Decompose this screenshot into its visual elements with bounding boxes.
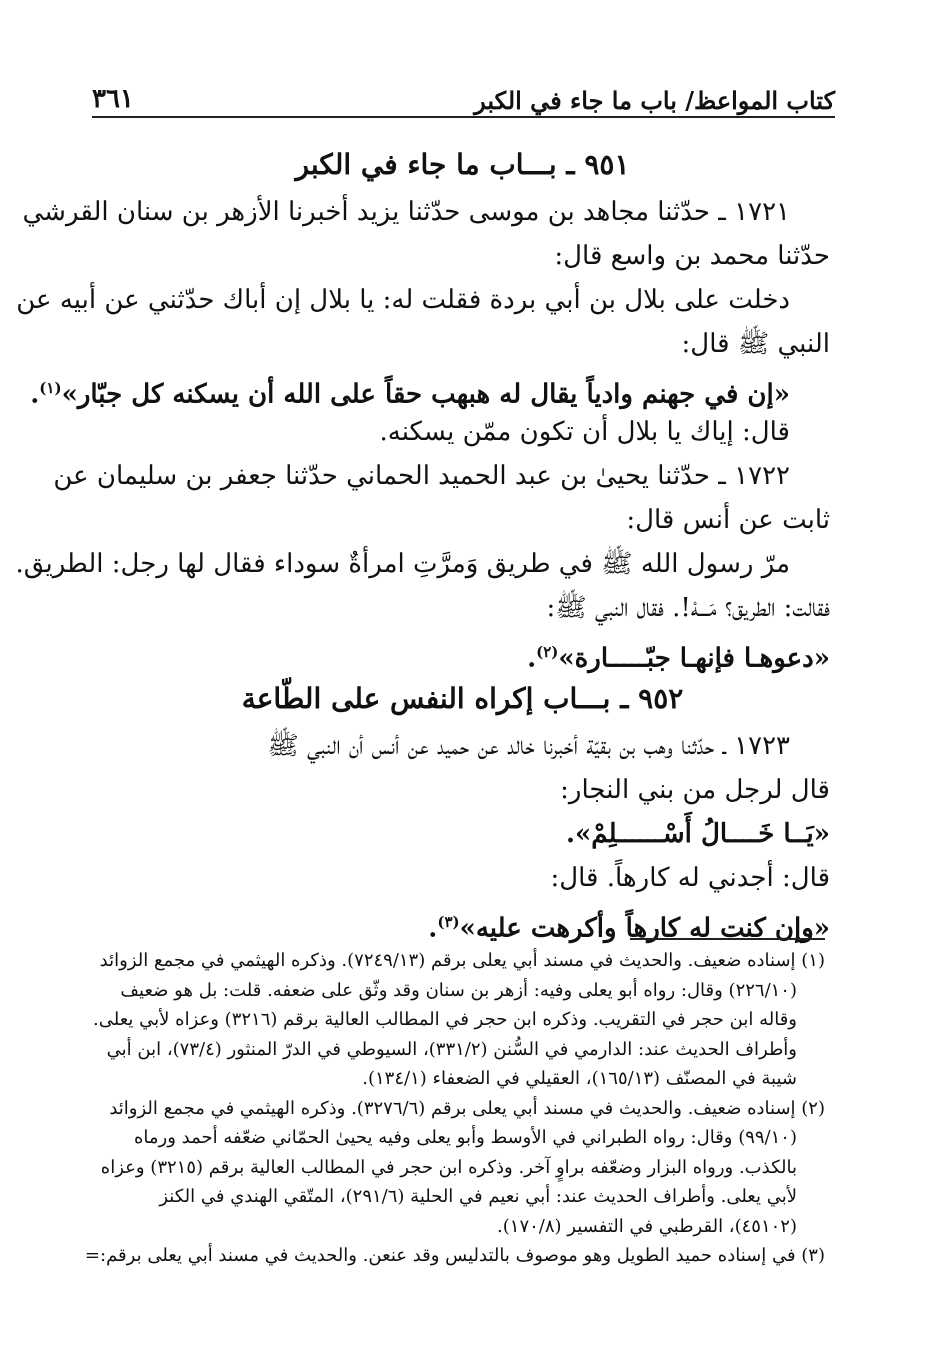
quote-text: «وإن كنت له كارهاً وأكرهت عليه»	[459, 913, 830, 944]
footnote-2-line: لأبي يعلى. وأطراف الحديث عند: أبي نعيم في الحلية (٢٩١/٦)، المتّقي الهندي في الكنز	[159, 1186, 797, 1207]
hadith-1723-line: قال: أجدني له كارهاً. قال:	[550, 863, 830, 893]
footnote-ref-2: (٢)	[536, 643, 559, 661]
page-number: ٣٦١	[92, 84, 134, 114]
hadith-1723-line: قال لرجل من بني النجار:	[560, 775, 830, 805]
quote-text: «دعوهـا فإنهـا جبّـــــارة»	[558, 643, 830, 674]
footnote-ref-3: (٣)	[437, 913, 460, 931]
footnotes	[80, 946, 825, 1271]
hadith-1721-line: ١٧٢١ ـ حدّثنا مجاهد بن موسى حدّثنا يزيد أخبرنا الأزهر بن سنان القرشي	[22, 197, 790, 227]
hadith-1722-quote: «دعوهـا فإنهـا جبّـــــارة»$^{(٢)}$.	[527, 643, 830, 674]
quote-text: «إن في جهنم وادياً يقال له هبهب حقاً على الله أن يسكنه كل جبّار»	[61, 379, 790, 410]
footnote-3-line: (٣) في إسناده حميد الطويل وهو موصوف بالتدليس وقد عنعن. والحديث في مسند أبي يعلى برقم:=	[84, 1245, 825, 1266]
page-header	[92, 84, 835, 114]
footnote-1-line: وأطراف الحديث عند: الدارمي في السُّنن (٣٣١/٢)، السيوطي في الدرّ المنثور (٧٣/٤)، ابن أبي	[106, 1038, 797, 1060]
hadith-1722-line: ثابت عن أنس قال:	[626, 505, 830, 535]
hadith-1722-line: فقالت: الطريق؟ مَـــهْ!. فقال النبي ﷺ:	[546, 593, 830, 623]
hadith-1723-quote: «يَــا خَــــالُ أَسْــــــلِمْ».	[565, 819, 830, 849]
footnote-1-line: (٢٢٦/١٠) وقال: رواه أبو يعلى وفيه: أزهر بن سنان وقد وثّق على ضعفه. قلت: بل هو ضعيف	[120, 979, 797, 1001]
footnote-divider	[630, 938, 825, 940]
chapter-heading-951: ٩٥١ ـ بـــاب ما جاء في الكبر	[295, 148, 630, 181]
hadith-1721-line: حدّثنا محمد بن واسع قال:	[554, 241, 830, 271]
footnote-1-line: وقاله ابن حجر في التقريب. وذكره ابن حجر في المطالب العالية برقم (٣٢١٦) وعزاه لأبي يعلى.	[93, 1009, 797, 1030]
footnote-2-line: (٢) إسناده ضعيف. والحديث في مسند أبي يعلى برقم (٣٢٧٦/٦). وذكره الهيثمي في مجمع الزوائد	[109, 1097, 825, 1119]
footnote-1-line: شيبة في المصنّف (١٦٥/١٣)، العقيلي في الضعفاء (١٣٤/١).	[362, 1068, 797, 1089]
hadith-1723-line: ١٧٢٣ ـ حدّثنا وهب بن بقيّة أخبرنا خالد عن حميد عن أنس أن النبي ﷺ	[267, 731, 790, 761]
running-title: كتاب المواعظ/ باب ما جاء في الكبر	[474, 86, 835, 115]
footnote-2-line: بالكذب. ورواه البزار وضعّفه براوٍ آخر. وذكره ابن حجر في المطالب العالية برقم (٣٢١٥) وعزاه	[100, 1156, 797, 1178]
hadith-1721-line: دخلت على بلال بن أبي بردة فقلت له: يا بلال إن أباك حدّثني عن أبيه عن	[16, 285, 790, 315]
footnote-2-line: (٩٩/١٠) وقال: رواه الطبراني في الأوسط وأبو يعلى وفيه يحيىٰ الحمّاني ضعّفه أحمد ورماه	[133, 1127, 797, 1148]
footnote-2-line: (٤٥١٠٢)، القرطبي في التفسير (١٧٠/٨).	[497, 1215, 797, 1237]
hadith-1721-line: قال: إياك يا بلال أن تكون ممّن يسكنه.	[379, 417, 790, 447]
main-text	[15, 140, 830, 944]
footnote-ref-1: (١)	[39, 379, 62, 397]
chapter-heading-952: ٩٥٢ ـ بـــاب إكراه النفس على الطّاعة	[241, 682, 684, 715]
header-divider	[92, 116, 835, 118]
hadith-1722-line: مرّ رسول الله ﷺ في طريق وَمرَّتِ امرأةٌ سوداء فقال لها رجل: الطريق.	[15, 549, 790, 579]
hadith-1723-quote: «وإن كنت له كارهاً وأكرهت عليه»$^{(٣)}$.	[428, 913, 830, 944]
hadith-1722-line: ١٧٢٢ ـ حدّثنا يحيىٰ بن عبد الحميد الحماني حدّثنا جعفر بن سليمان عن	[53, 461, 790, 491]
hadith-1721-quote: «إن في جهنم وادياً يقال له هبهب حقاً على الله أن يسكنه كل جبّار»$^{(١)}$.	[30, 379, 790, 410]
hadith-1721-line: النبي ﷺ قال:	[681, 329, 830, 359]
footnote-1-line: (١) إسناده ضعيف. والحديث في مسند أبي يعلى برقم (٧٢٤٩/١٣). وذكره الهيثمي في مجمع الزوائد	[99, 950, 825, 971]
